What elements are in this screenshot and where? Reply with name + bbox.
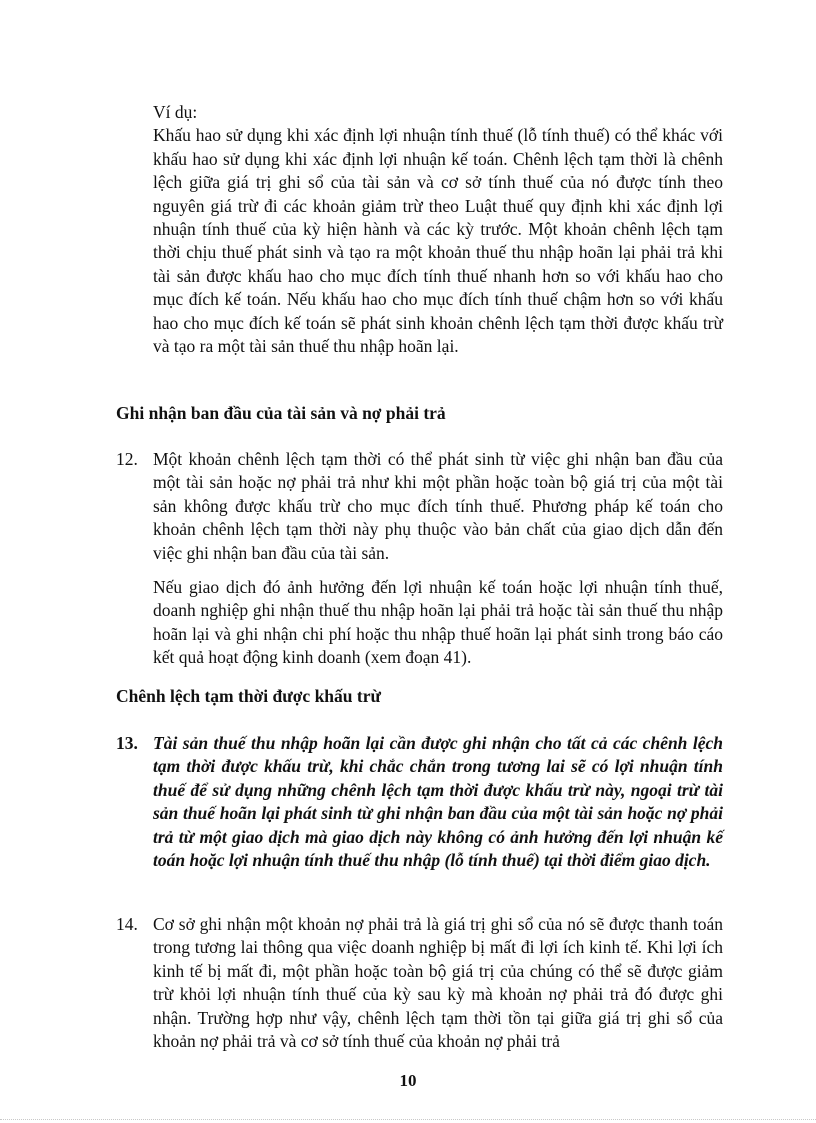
footer-divider [0,1119,816,1120]
section-heading-initial-recognition: Ghi nhận ban đầu của tài sản và nợ phải trả [116,403,446,423]
section-heading-deductible-differences: Chênh lệch tạm thời được khấu trừ [116,686,381,706]
paragraph-number: 13. [116,733,138,753]
example-label: Ví dụ: [153,102,198,122]
paragraph-14 [116,913,723,1053]
paragraph-text: Một khoản chênh lệch tạm thời có thể phát sinh từ việc ghi nhận ban đầu của một tài sản hoặc nợ phải trả như khi một phần hoặc toàn bộ giá trị của một tài sản không được khấu trừ cho mục đích tính thuế. Phương pháp kế toán cho khoản chênh lệch tạm thời này phụ thuộc vào bản chất của giao dịch dẫn đến việc ghi nhận ban đầu của tài sản. [153,449,723,563]
page-number: 10 [399,1071,417,1090]
example-text: Khấu hao sử dụng khi xác định lợi nhuận tính thuế (lỗ tính thuế) có thể khác với khấu hao sử dụng khi xác định lợi nhuận kế toán. Chênh lệch tạm thời là chênh lệch giữa giá trị ghi sổ của tài sản và cơ sở tính thuế của nó được tính theo nguyên giá trừ đi các khoản giảm trừ theo Luật thuế quy định khi xác định lợi nhuận tính thuế của kỳ hiện hành và các kỳ trước. Một khoản chênh lệch tạm thời chịu thuế phát sinh và tạo ra một khoản thuế thu nhập hoãn lại phải trả khi tài sản được khấu hao cho mục đích tính thuế nhanh hơn so với khấu hao cho mục đích kế toán. Nếu khấu hao cho mục đích tính thuế chậm hơn so với khấu hao cho mục đích kế toán sẽ phát sinh khoản chênh lệch tạm thời được khấu trừ và tạo ra một tài sản thuế thu nhập hoãn lại. [153,125,723,357]
paragraph-12 [116,448,723,565]
paragraph-12-continuation: Nếu giao dịch đó ảnh hưởng đến lợi nhuận kế toán hoặc lợi nhuận tính thuế, doanh nghiệp ghi nhận thuế thu nhập hoãn lại phải trả hoặc tài sản thuế thu nhập hoãn lại và ghi nhận chi phí hoặc thu nhập thuế hoãn lại phát sinh trong báo cáo kết quả hoạt động kinh doanh (xem đoạn 41). [153,577,723,668]
paragraph-text: Tài sản thuế thu nhập hoãn lại cần được ghi nhận cho tất cả các chênh lệch tạm thời được khấu trừ, khi chắc chắn trong tương lai sẽ có lợi nhuận tính thuế để sử dụng những chênh lệch tạm thời được khấu trừ này, ngoại trừ tài sản thuế hoãn lại phát sinh từ ghi nhận ban đầu của một tài sản hoặc nợ phải trả từ một giao dịch mà giao dịch này không có ảnh hưởng đến lợi nhuận kế toán hoặc lợi nhuận tính thuế thu nhập (lỗ tính thuế) tại thời điểm giao dịch. [153,733,723,871]
example-block [153,101,723,358]
paragraph-number: 14. [116,914,138,934]
paragraph-13 [116,732,723,872]
paragraph-text: Cơ sở ghi nhận một khoản nợ phải trả là giá trị ghi sổ của nó sẽ được thanh toán trong tương lai thông qua việc doanh nghiệp bị mất đi lợi ích kinh tế. Khi lợi ích kinh tế bị mất đi, một phần hoặc toàn bộ giá trị của chúng có thể sẽ được giảm trừ khỏi lợi nhuận tính thuế của kỳ sau kỳ mà khoản nợ phải trả đó được ghi nhận. Trường hợp như vậy, chênh lệch tạm thời tồn tại giữa giá trị ghi sổ của khoản nợ phải trả và cơ sở tính thuế của khoản nợ phải trả [153,914,723,1052]
paragraph-number: 12. [116,449,138,469]
